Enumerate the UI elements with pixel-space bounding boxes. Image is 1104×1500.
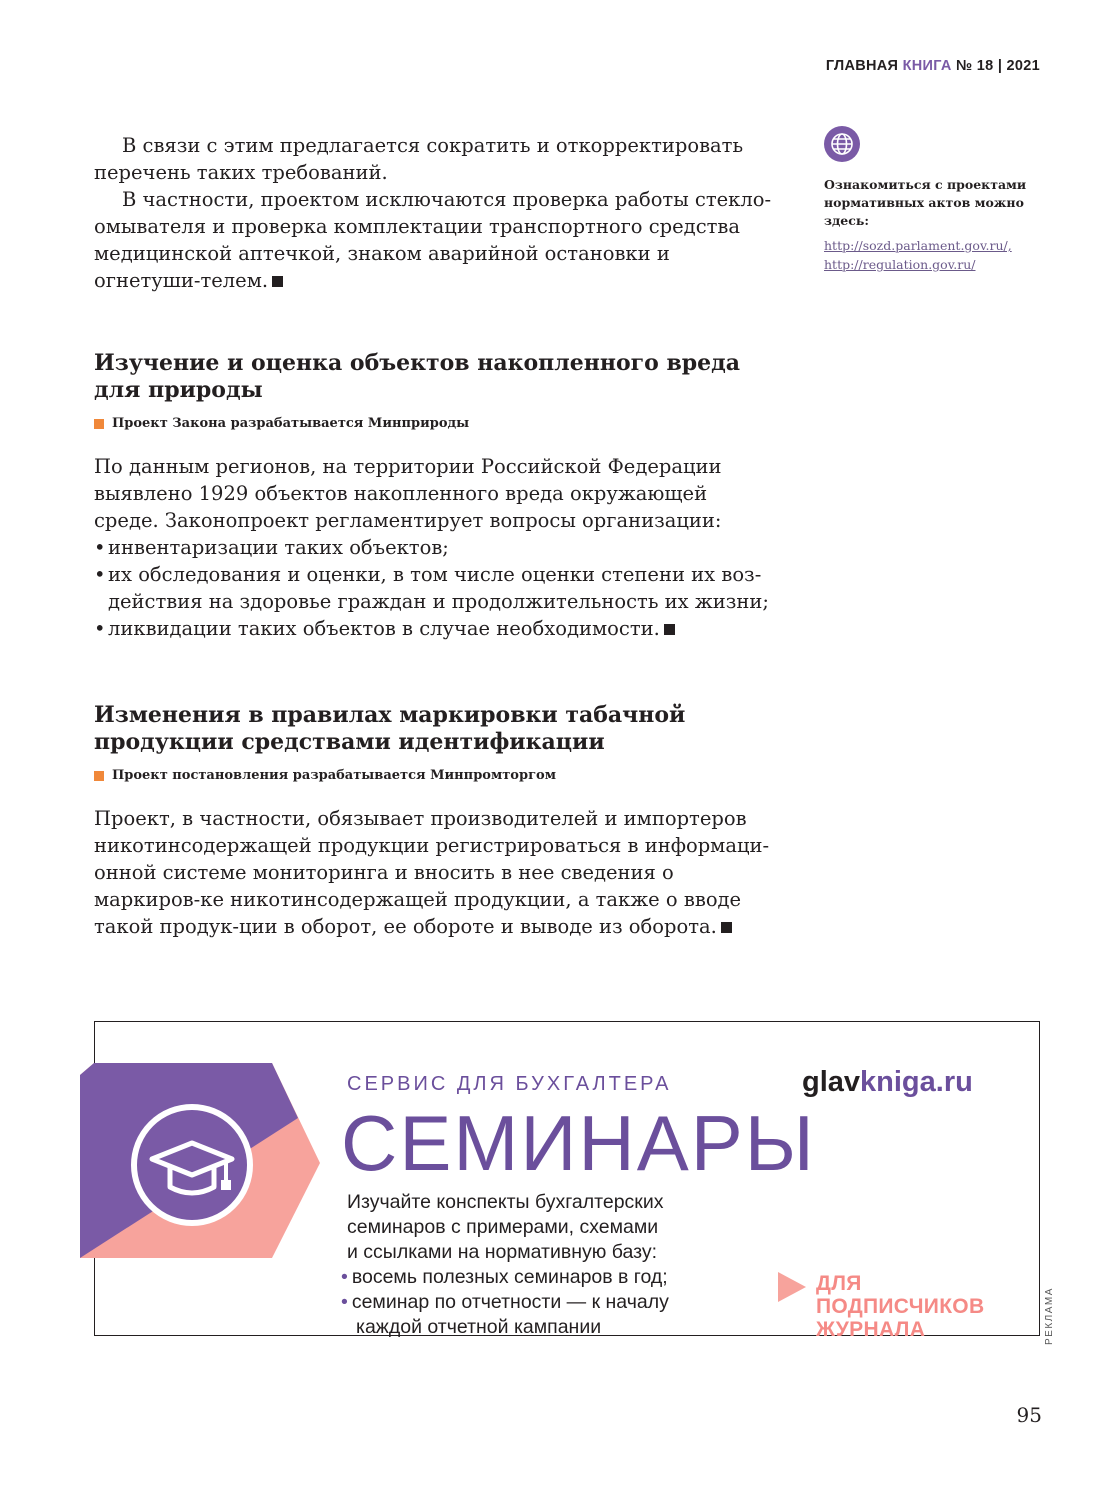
running-header [826,58,1040,74]
list-item: • их обследования и оценки, в том числе оценки степени их воз-действия на здоровье граждан и продолжительность их жизни; [94,561,774,615]
sidebar-note-text: Ознакомиться с проектами нормативных актов можно здесь: [824,177,1027,228]
section-2 [94,702,774,940]
issue-info: № 18 | 2021 [956,58,1040,74]
list-item: • ликвидации таких объектов в случае необходимости. [94,615,774,642]
sidebar-links [824,236,1054,274]
ad-domain-accent: kniga.ru [860,1066,973,1098]
ad-title: СЕМИНАРЫ [341,1099,816,1187]
brand-accent: КНИГА [902,58,952,74]
ad-cta-line: ЖУРНАЛА [816,1318,926,1341]
page-number: 95 [1016,1403,1042,1427]
ad-bullet-list [341,1265,669,1340]
ad-subscriber-cta[interactable] [816,1272,984,1341]
section-1-bullet-list [94,534,774,642]
ad-description-line: Изучайте конспекты бухгалтерских [347,1191,664,1213]
section-1 [94,350,774,642]
end-of-block-mark [664,624,675,635]
section-2-title: Изменения в правилах маркировки табачной продукции средствами идентификации [94,702,686,755]
ad-description [347,1190,663,1265]
ad-description-line: семинаров с примерами, схемами [347,1216,659,1238]
ad-kicker: СЕРВИС ДЛЯ БУХГАЛТЕРА [347,1073,672,1095]
sidebar-note [824,126,1054,274]
ad-description-line: и ссылками на нормативную базу: [347,1241,658,1263]
ad-bullet-item: • семинар по отчетности — к началу [341,1291,669,1313]
section-2-paragraph: Проект, в частности, обязывает производителей и импортеров никотинсодержащей продукции регистрироваться в информаци-онной системе мониторинга и вносить в нее сведения о маркиров-ке никотинсодержащей продукции, а также о вводе такой продук-ции в оборот, ее обороте и выводе из оборота. [94,807,770,938]
ad-bullet-continuation: каждой отчетной кампании [356,1316,602,1338]
section-1-meta-text: Проект Закона разрабатывается Минприроды [112,416,470,431]
ad-cta-line: ПОДПИСЧИКОВ [816,1295,985,1318]
orange-square-marker [94,419,104,429]
ad-bullet-item: • восемь полезных семинаров в год; [341,1266,668,1288]
section-1-paragraph: По данным регионов, на территории Российской Федерации выявлено 1929 объектов накопленного вреда окружающей среде. Законопроект регламентирует вопросы организации: [94,455,722,532]
ad-label: РЕКЛАМА [1044,1287,1055,1345]
intro-block [94,132,774,294]
ad-domain-main: glav [802,1066,861,1098]
intro-paragraph-2: В частности, проектом исключаются проверка работы стекло-омывателя и проверка комплектации транспортного средства медицинской аптечкой, знаком аварийной остановки и огнетуши-телем. [94,188,772,292]
end-of-block-mark [721,922,732,933]
orange-square-marker [94,771,104,781]
link-sozd[interactable]: http://sozd.parlament.gov.ru/, [824,238,1012,253]
play-arrow-icon [778,1272,806,1302]
globe-icon [824,126,860,162]
list-item: • инвентаризации таких объектов; [94,534,774,561]
end-of-block-mark [272,276,283,287]
ad-cta-line: ДЛЯ [816,1272,862,1295]
section-2-meta-text: Проект постановления разрабатывается Минпромторгом [112,768,556,783]
link-regulation[interactable]: http://regulation.gov.ru/ [824,257,976,272]
section-1-meta [94,416,774,431]
section-1-title: Изучение и оценка объектов накопленного вреда для природы [94,350,741,403]
ad-hexagon-graphic [80,1063,325,1258]
ad-domain-link[interactable] [802,1066,973,1099]
intro-paragraph-1: В связи с этим предлагается сократить и откорректировать перечень таких требований. [94,134,744,184]
brand-main: ГЛАВНАЯ [825,58,899,74]
section-2-meta [94,768,774,783]
